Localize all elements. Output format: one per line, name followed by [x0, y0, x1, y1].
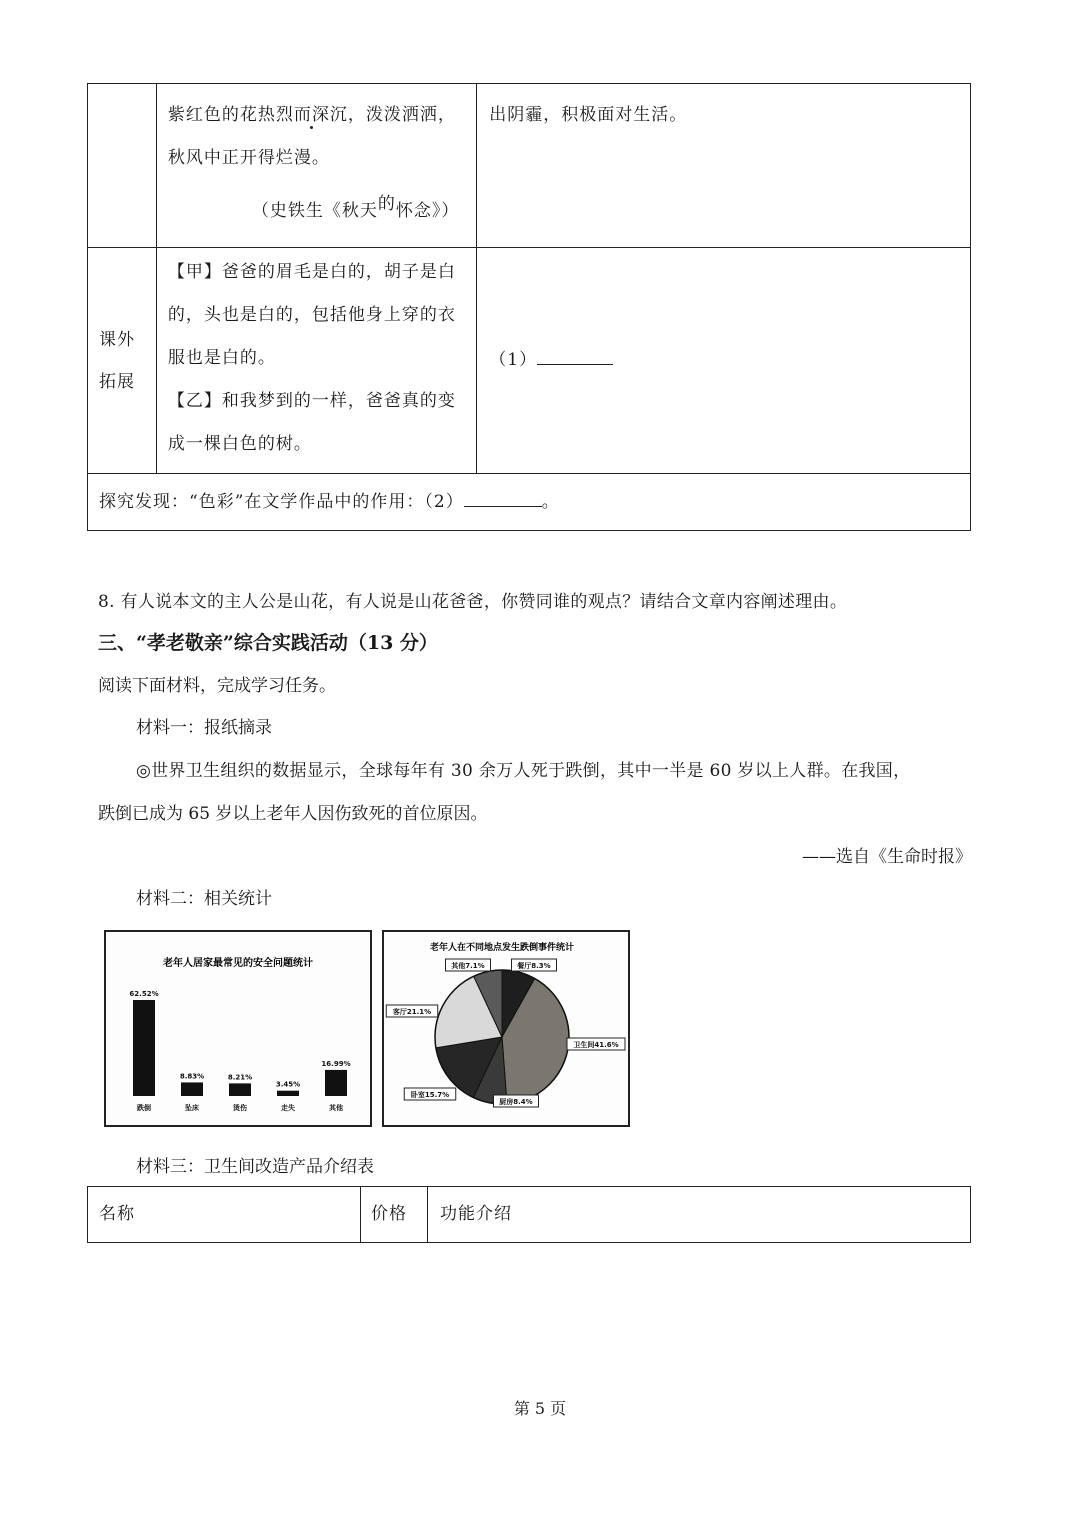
question-8: 8. 有人说本文的主人公是山花，有人说是山花爸爸，你赞同谁的观点？请结合文章内容阐述理由。	[98, 592, 848, 612]
bar-category-label-3: 走失	[281, 1104, 295, 1112]
bar-category-label-4: 其他	[329, 1104, 343, 1112]
table1-row1-answer-cell	[477, 84, 971, 248]
pie-chart-box	[382, 930, 630, 1127]
row1-source: （史铁生《秋天$^的$怀念》）	[251, 194, 460, 221]
answer-1-label: （1）	[489, 350, 538, 370]
instruction-text: 阅读下面材料，完成学习任务。	[98, 676, 336, 696]
bar-2	[229, 1083, 251, 1096]
answer-1-blank[interactable]	[537, 346, 613, 365]
bar-value-label-3: 3.45%	[275, 1080, 301, 1089]
material-2-title: 材料二：相关统计	[136, 889, 272, 909]
table1-row1-text-cell	[156, 84, 476, 248]
row2-yi-line-b: 成一棵白色的树。	[167, 434, 312, 454]
section-3-title: 三、“孝老敬亲”综合实践活动（13 分）	[98, 632, 438, 654]
row3-prefix: 探究发现：“色彩”在文学作品中的作用：（2）	[99, 491, 464, 512]
answer-2-blank[interactable]	[464, 488, 542, 507]
bar-1	[181, 1082, 203, 1096]
bar-value-label-0: 62.52%	[129, 990, 159, 998]
row1-text-line-b: 秋风中正开得烂漫。	[167, 148, 330, 168]
pie-label-1: 卫生间41.6%	[573, 1041, 619, 1049]
row2-label-b: 拓展	[99, 371, 135, 392]
pie-label-4: 客厅21.1%	[392, 1008, 432, 1016]
row2-jia-line-c: 服也是白的。	[167, 348, 276, 368]
pie-chart	[384, 932, 628, 1125]
bar-0	[133, 1000, 155, 1096]
bar-chart	[106, 932, 370, 1125]
bar-category-label-2: 烫伤	[233, 1104, 247, 1112]
material-1-line-2: 跌倒已成为 65 岁以上老年人因伤致死的首位原因。	[98, 804, 488, 824]
bar-category-label-0: 跌倒	[137, 1104, 151, 1112]
row2-jia-line-a: 【甲】爸爸的眉毛是白的，胡子是白	[167, 262, 456, 282]
row2-yi-line-a: 【乙】和我梦到的一样，爸爸真的变	[167, 391, 456, 411]
bar-value-label-2: 8.21%	[227, 1073, 253, 1082]
bar-3	[277, 1091, 299, 1096]
pie-chart-title: 老年人在不同地点发生跌倒事件统计	[429, 943, 575, 953]
material-1-title: 材料一：报纸摘录	[136, 718, 272, 738]
row2-jia-line-b: 的，头也是白的，包括他身上穿的衣	[167, 305, 456, 325]
table1-row2-text-cell	[156, 248, 476, 474]
bar-category-label-1: 坠床	[185, 1104, 199, 1112]
product-table	[87, 1186, 971, 1243]
bar-4	[325, 1070, 347, 1096]
page-footer: 第 5 页	[513, 1399, 567, 1418]
product-col-name: 名称	[88, 1187, 361, 1243]
bar-value-label-4: 16.99%	[321, 1059, 351, 1068]
material-3-title: 材料三：卫生间改造产品介绍表	[136, 1157, 374, 1177]
bar-value-label-1: 8.83%	[179, 1072, 205, 1081]
row2-label-a: 课外	[99, 329, 135, 350]
row3-suffix: 。	[541, 491, 560, 512]
table1-row2-label-cell	[88, 248, 157, 474]
product-col-price: 价格	[361, 1187, 428, 1243]
table1-row3-cell	[88, 474, 971, 531]
bar-chart-box	[104, 930, 372, 1127]
material-1-source: ——选自《生命时报》	[802, 847, 972, 867]
bar-chart-title: 老年人居家最常见的安全问题统计	[163, 958, 313, 969]
product-col-function: 功能介绍	[428, 1187, 971, 1243]
reading-table	[87, 83, 971, 531]
pie-label-3: 卧室15.7%	[410, 1091, 450, 1099]
pie-label-5: 其他7.1%	[451, 962, 485, 970]
pie-label-2: 厨房8.4%	[499, 1098, 533, 1106]
pie-label-0: 餐厅8.3%	[517, 962, 551, 970]
row1-answer: 出阴霾，积极面对生活。	[489, 105, 688, 125]
table1-row2-answer-cell	[477, 248, 971, 474]
table1-row1-label-cell	[88, 84, 157, 248]
material-1-line-1: ◎世界卫生组织的数据显示，全球每年有 30 余万人死于跌倒，其中一半是 60 岁以上人群。在我国，	[136, 761, 911, 781]
row1-text-line-a: 紫红色的花热烈而深沉，泼泼洒洒，	[167, 105, 456, 125]
